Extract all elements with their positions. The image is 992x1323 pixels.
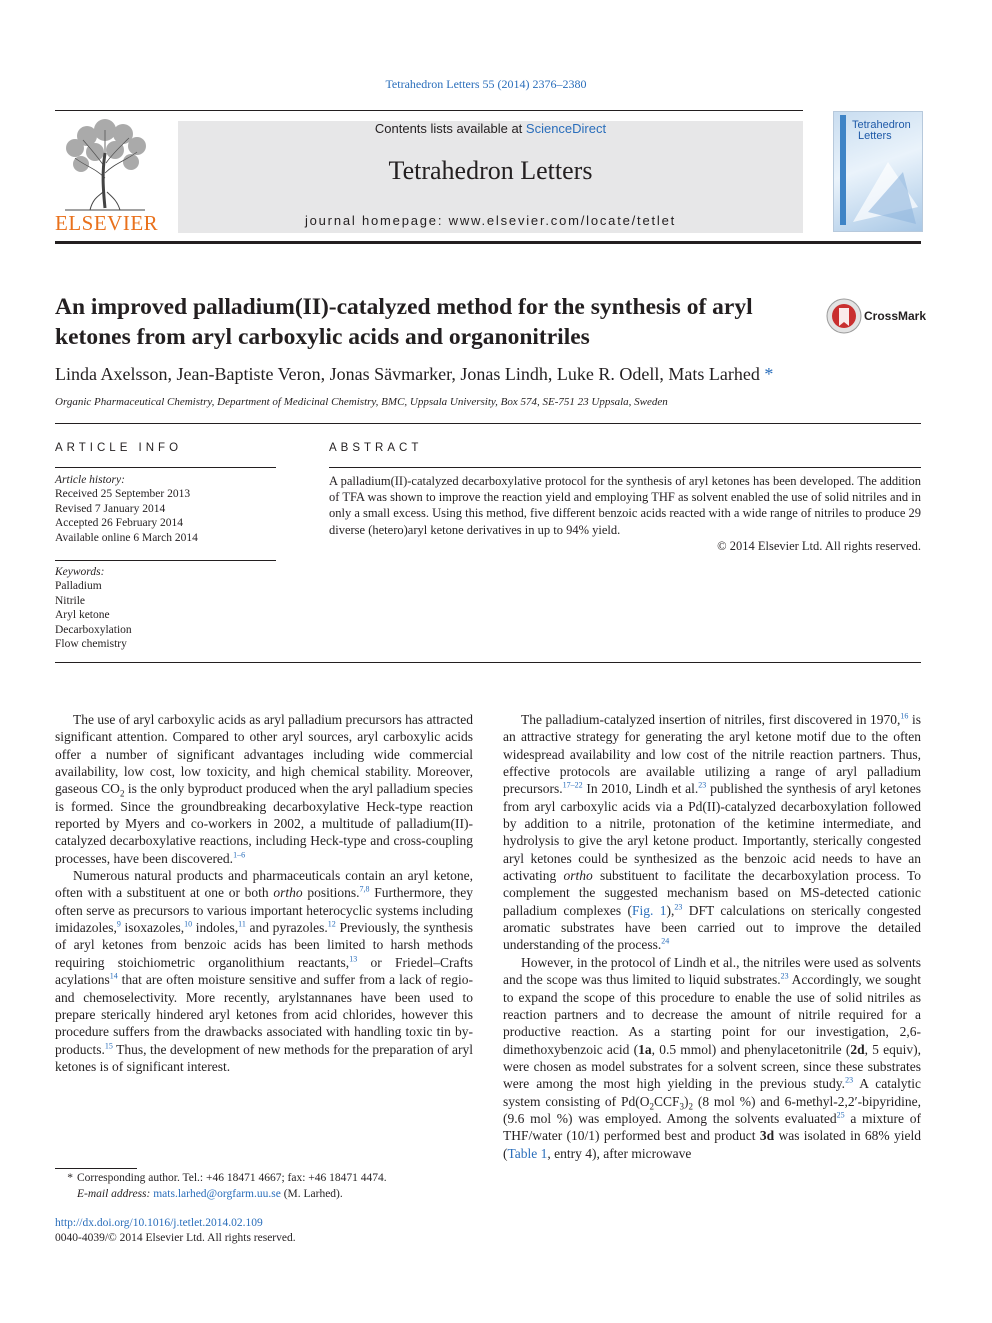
doi-block — [55, 1216, 296, 1246]
citation-link[interactable]: 23 — [845, 1075, 854, 1085]
history-received: Received 25 September 2013 — [55, 488, 191, 501]
footnote-rule — [55, 1168, 137, 1169]
contents-prefix: Contents lists available at — [374, 121, 526, 136]
article-history — [55, 473, 276, 545]
citation-link[interactable]: 16 — [900, 711, 909, 721]
history-revised: Revised 7 January 2014 — [55, 502, 166, 515]
doi-link[interactable]: http://dx.doi.org/10.1016/j.tetlet.2014.02.109 — [55, 1217, 263, 1229]
text-run: Accordingly, we sought to expand the scope of this procedure to enable the use of solid nitriles as reaction partners and to decrease the amount of nitrile required for a productive reaction. As a starting point for our investigation, 2,6-dimethoxybenzoic acid ( — [503, 972, 921, 1057]
text-run: positions. — [302, 885, 360, 901]
abstract-text: A palladium(II)-catalyzed decarboxylative protocol for the synthesis of aryl ketones has been developed. The addition of TFA was shown to improve the reaction yield and employing THF as solvent enabled the use of solid nitriles and in only a small excess. Using this method, five different benzoic acids reacted with a wide range of nitriles to produce 29 diverse (hetero)aryl ketone derivatives in up to 94% yield. — [329, 474, 921, 537]
text-run: The palladium-catalyzed insertion of nitriles, first discovered in 1970, — [521, 712, 901, 727]
article-info-heading: ARTICLE INFO — [55, 442, 183, 454]
keyword: Nitrile — [55, 594, 86, 607]
body-paragraph — [55, 867, 473, 1075]
text-run: is an attractive strategy for generating the aryl ketone motif due to the often widespread availability and low cost of the nitrile reaction partners. Thus, effective protocols are available utilizing a range of aryl palladium precursors. — [503, 712, 921, 797]
keywords-rule — [55, 560, 276, 561]
compound-label: 3d — [759, 1128, 775, 1144]
crossmark-icon[interactable] — [826, 298, 862, 334]
contents-line — [178, 121, 803, 136]
keyword: Decarboxylation — [55, 623, 132, 636]
citation-link[interactable]: 12 — [327, 919, 336, 929]
citation-link[interactable]: 24 — [661, 936, 670, 946]
keyword: Palladium — [55, 580, 102, 593]
text-run: CCF — [653, 1093, 680, 1109]
citation-link[interactable]: 17–22 — [562, 780, 583, 790]
text-run: is the only byproduct produced when the aryl palladium species is formed. Since the groundbreaking decarboxylative Heck-type reaction reported by Myers and co-workers in 2002, a multitude of palladium(II)-catalyzed decarboxylative reactions, including Heck-type and cross-coupling processes, have been discovered. — [55, 781, 473, 866]
email-link[interactable]: mats.larhed@orgfarm.uu.se — [153, 1188, 281, 1200]
keywords-label: Keywords: — [55, 566, 105, 578]
body-column-right — [503, 711, 921, 1162]
text-run: However, in the protocol of Lindh et al., the nitriles were used as solvents and the scope was thus limited to liquid substrates. — [503, 954, 921, 988]
footnote-star: * — [67, 1172, 73, 1184]
email-label: E-mail address: — [77, 1188, 154, 1200]
citation-link[interactable]: 11 — [238, 919, 246, 929]
citation-link[interactable]: 9 — [116, 919, 121, 929]
subscript: 2 — [688, 1101, 693, 1112]
compound-label: 2d — [850, 1041, 865, 1057]
subscript: 2 — [119, 789, 125, 800]
text-run: substituent to facilitate the decarboxylation process. To complement the suggested mechanism based on MS-detected cationic palladium complexes ( — [503, 868, 921, 918]
keyword: Flow chemistry — [55, 638, 127, 651]
body-paragraph — [55, 711, 473, 867]
italic-term: ortho — [563, 868, 593, 884]
article-title: An improved palladium(II)-catalyzed method for the synthesis of aryl ketones from aryl carboxylic acids and organonitriles — [55, 294, 753, 350]
author-list — [55, 364, 921, 385]
cover-title-line1: Tetrahedron — [852, 119, 911, 131]
text-run: Thus, the development of new methods for the preparation of aryl ketones is of significant interest. — [55, 1041, 473, 1074]
italic-term: ortho — [273, 885, 303, 901]
journal-cover-thumbnail[interactable] — [833, 111, 923, 232]
citation-link[interactable]: 23 — [674, 902, 683, 912]
subscript: 3 — [679, 1101, 684, 1112]
abstract-rule — [329, 467, 921, 468]
keywords-block — [55, 565, 276, 651]
history-accepted: Accepted 26 February 2014 — [55, 517, 184, 530]
body-paragraph — [503, 954, 921, 1162]
masthead-rule — [55, 241, 921, 244]
elsevier-wordmark: ELSEVIER — [55, 211, 159, 235]
citation-link[interactable]: 23 — [780, 971, 789, 981]
text-run: Previously, the synthesis of aryl ketones from benzoic acids has been limited to harsh methods requiring stoichiometric organolithium reactants, — [55, 920, 473, 970]
corresponding-author-mark[interactable]: * — [764, 364, 774, 384]
body-paragraph — [503, 711, 921, 954]
cover-title — [852, 120, 911, 142]
citation-link[interactable]: 1–6 — [233, 850, 246, 860]
journal-homepage[interactable]: journal homepage: www.elsevier.com/locate/tetlet — [304, 213, 677, 228]
journal-reference[interactable]: Tetrahedron Letters 55 (2014) 2376–2380 — [385, 77, 587, 91]
text-run: A catalytic system consisting of Pd(O — [503, 1076, 922, 1109]
text-run: DFT calculations on sterically congested aromatic substrates have been carried out to improve the detailed understanding of the process. — [503, 902, 921, 953]
text-run: , 5 equiv), were chosen as model substrates for a solvent screen, since these substrates were among the most high yielding in the previous study. — [503, 1041, 921, 1092]
citation-link[interactable]: 10 — [184, 919, 193, 929]
top-rule — [55, 110, 803, 111]
citation-link[interactable]: 14 — [109, 971, 118, 981]
journal-name: Tetrahedron Letters — [388, 156, 593, 185]
abstract-heading: ABSTRACT — [329, 442, 423, 454]
cover-title-line2: Letters — [858, 130, 892, 142]
text-run: (8 mol %) and 6-methyl-2,2′-bipyridine, (9.6 mol %) was employed. Among the solvents evaluated — [503, 1093, 921, 1126]
corresponding-author-footnote — [55, 1170, 473, 1202]
citation-link[interactable]: 25 — [836, 1110, 845, 1120]
text-run: a mixture of THF/water (10/1) performed best and product — [503, 1110, 922, 1144]
text-run: Numerous natural products and pharmaceuticals contain an aryl ketone, often with a substituent at one or both — [55, 868, 473, 901]
abstract-body — [329, 473, 921, 554]
citation-link[interactable]: 7,8 — [359, 884, 370, 894]
text-run: or Friedel–Crafts acylations — [55, 954, 473, 988]
citation-link[interactable]: 15 — [104, 1041, 113, 1051]
text-run: isoxazoles, — [120, 920, 185, 936]
cover-stripe — [840, 115, 846, 225]
subscript: 2 — [649, 1101, 654, 1112]
text-run: ) — [684, 1093, 689, 1109]
text-run: Furthermore, they often serve as precursors to various important heterocyclic systems including imidazoles, — [55, 885, 473, 936]
citation-link[interactable]: 23 — [698, 780, 707, 790]
text-run: that are often moisture sensitive and suffer from a lack of regio- and chemoselectivity. More recently, arylstannanes have been used to prepare sterically hindered aryl ketones from acid chlorides, however this procedure suffers from the drawbacks associated with handling toxic tin by-products. — [55, 972, 473, 1057]
text-run: published the synthesis of aryl ketones from aryl carboxylic acids via a Pd(II)-catalyzed decarboxylation followed by addition to a nitrile, protonation of the ketimine intermediate, and hydrolysis to give the aryl ketone product. Importantly, sterically congested aryl ketones could be synthesized as the benzoic acid needs to have an activating — [503, 781, 922, 884]
email-suffix: (M. Larhed). — [280, 1188, 343, 1200]
keyword: Aryl ketone — [55, 609, 110, 622]
text-run: The use of aryl carboxylic acids as aryl palladium precursors has attracted significant attention. Compared to other aryl sources, aryl carboxylic acids offer a number of significant advantages including wide commercial availability, low cost, low toxicity, and high chemical stability. Moreover, gaseous CO — [55, 712, 473, 797]
history-label: Article history: — [55, 474, 125, 486]
text-run: indoles, — [192, 920, 239, 936]
section-rule — [55, 423, 921, 424]
text-run: , 0.5 mmol) and phenylacetonitrile ( — [651, 1041, 851, 1057]
text-run: was isolated in 68% yield ( — [503, 1128, 921, 1161]
text-run: , entry 4), after microwave — [547, 1145, 692, 1161]
sciencedirect-link[interactable]: ScienceDirect — [525, 121, 607, 136]
text-run: In 2010, Lindh et al. — [582, 781, 699, 797]
text-run: ), — [666, 902, 675, 918]
front-matter-rule — [55, 662, 921, 663]
abstract-copyright: © 2014 Elsevier Ltd. All rights reserved. — [717, 538, 921, 553]
figure-link[interactable]: Fig. 1 — [631, 902, 667, 918]
issn-line: 0040-4039/© 2014 Elsevier Ltd. All rights reserved. — [55, 1232, 296, 1244]
footnote-contact: Corresponding author. Tel.: +46 18471 4667; fax: +46 18471 4474. — [77, 1172, 387, 1184]
compound-label: 1a — [638, 1041, 652, 1057]
cover-graphic — [848, 152, 920, 228]
authors-text: Linda Axelsson, Jean-Baptiste Veron, Jonas Sävmarker, Jonas Lindh, Luke R. Odell, Mats Larhed — [55, 364, 760, 384]
table-link[interactable]: Table 1 — [507, 1145, 548, 1161]
article-info-rule — [55, 467, 276, 468]
body-column-left — [55, 711, 473, 1075]
affiliation: Organic Pharmaceutical Chemistry, Department of Medicinal Chemistry, BMC, Uppsala University, Box 574, SE-751 23 Uppsala, Sweden — [55, 396, 668, 408]
citation-link[interactable]: 13 — [349, 954, 358, 964]
crossmark-label[interactable]: CrossMark — [864, 309, 927, 323]
text-run: and pyrazoles. — [245, 920, 328, 936]
history-online: Available online 6 March 2014 — [55, 531, 198, 544]
